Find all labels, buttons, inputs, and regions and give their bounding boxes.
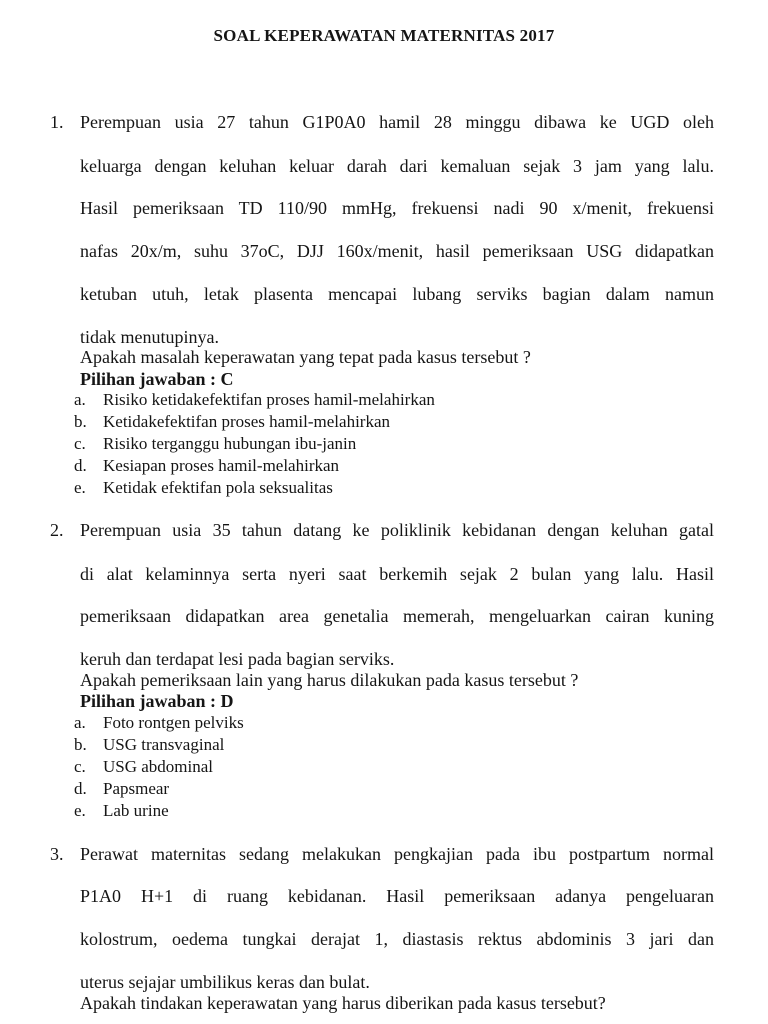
question-1-line-6: tidak menutupinya.	[80, 327, 219, 347]
question-1-line-3: Hasil pemeriksaan TD 110/90 mmHg, frekuensi nadi 90 x/menit, frekuensi	[80, 198, 714, 218]
question-1-option-e-letter: e.	[74, 478, 86, 497]
question-2-option-e-letter: e.	[74, 801, 86, 820]
question-1-answer: Pilihan jawaban : C	[80, 369, 234, 389]
question-1-option-c-letter: c.	[74, 434, 86, 453]
question-2-option-e-text: Lab urine	[103, 801, 169, 820]
question-3-number: 3.	[50, 844, 64, 864]
question-3-line-1: Perawat maternitas sedang melakukan pengkajian pada ibu postpartum normal	[80, 844, 714, 864]
question-1-prompt: Apakah masalah keperawatan yang tepat pada kasus tersebut ?	[80, 347, 531, 367]
question-1-option-d-letter: d.	[74, 456, 87, 475]
question-1-option-c-text: Risiko terganggu hubungan ibu-janin	[103, 434, 357, 453]
question-2-option-b-text: USG transvaginal	[103, 735, 225, 754]
document-title: SOAL KEPERAWATAN MATERNITAS 2017	[213, 26, 555, 45]
question-3-line-3: kolostrum, oedema tungkai derajat 1, diastasis rektus abdominis 3 jari dan	[80, 929, 714, 949]
question-2-option-a-text: Foto rontgen pelviks	[103, 713, 244, 732]
question-1-line-4: nafas 20x/m, suhu 37oC, DJJ 160x/menit, hasil pemeriksaan USG didapatkan	[80, 241, 714, 261]
question-1-number: 1.	[50, 112, 64, 132]
question-3-prompt: Apakah tindakan keperawatan yang harus diberikan pada kasus tersebut?	[80, 993, 606, 1013]
question-3-line-2: P1A0 H+1 di ruang kebidanan. Hasil pemeriksaan adanya pengeluaran	[80, 886, 714, 906]
question-2-option-d-letter: d.	[74, 779, 87, 798]
question-2-line-3: pemeriksaan didapatkan area genetalia memerah, mengeluarkan cairan kuning	[80, 606, 714, 626]
question-2-option-c-text: USG abdominal	[103, 757, 214, 776]
question-2-option-c-letter: c.	[74, 757, 86, 776]
question-3-line-4: uterus sejajar umbilikus keras dan bulat.	[80, 972, 370, 992]
question-1-option-e-text: Ketidak efektifan pola seksualitas	[103, 478, 333, 497]
question-2-line-2: di alat kelaminnya serta nyeri saat berkemih sejak 2 bulan yang lalu. Hasil	[80, 564, 714, 584]
question-1-option-a-text: Risiko ketidakefektifan proses hamil-melahirkan	[103, 390, 435, 409]
question-1-option-b-letter: b.	[74, 412, 87, 431]
question-1-option-d-text: Kesiapan proses hamil-melahirkan	[103, 456, 340, 475]
question-2-line-1: Perempuan usia 35 tahun datang ke poliklinik kebidanan dengan keluhan gatal	[80, 520, 714, 540]
question-1-option-b-text: Ketidakefektifan proses hamil-melahirkan	[103, 412, 390, 431]
question-2-option-b-letter: b.	[74, 735, 87, 754]
question-1-line-5: ketuban utuh, letak plasenta mencapai lubang serviks bagian dalam namun	[80, 284, 714, 304]
question-1-option-a-letter: a.	[74, 390, 86, 409]
question-1-line-1: Perempuan usia 27 tahun G1P0A0 hamil 28 minggu dibawa ke UGD oleh	[80, 112, 714, 132]
question-2-option-d-text: Papsmear	[103, 779, 170, 798]
question-1-line-2: keluarga dengan keluhan keluar darah dari kemaluan sejak 3 jam yang lalu.	[80, 156, 714, 176]
question-2-prompt: Apakah pemeriksaan lain yang harus dilakukan pada kasus tersebut ?	[80, 670, 579, 690]
question-2-line-4: keruh dan terdapat lesi pada bagian serviks.	[80, 649, 395, 669]
question-2-answer: Pilihan jawaban : D	[80, 691, 234, 711]
question-2-number: 2.	[50, 520, 64, 540]
question-2-option-a-letter: a.	[74, 713, 86, 732]
